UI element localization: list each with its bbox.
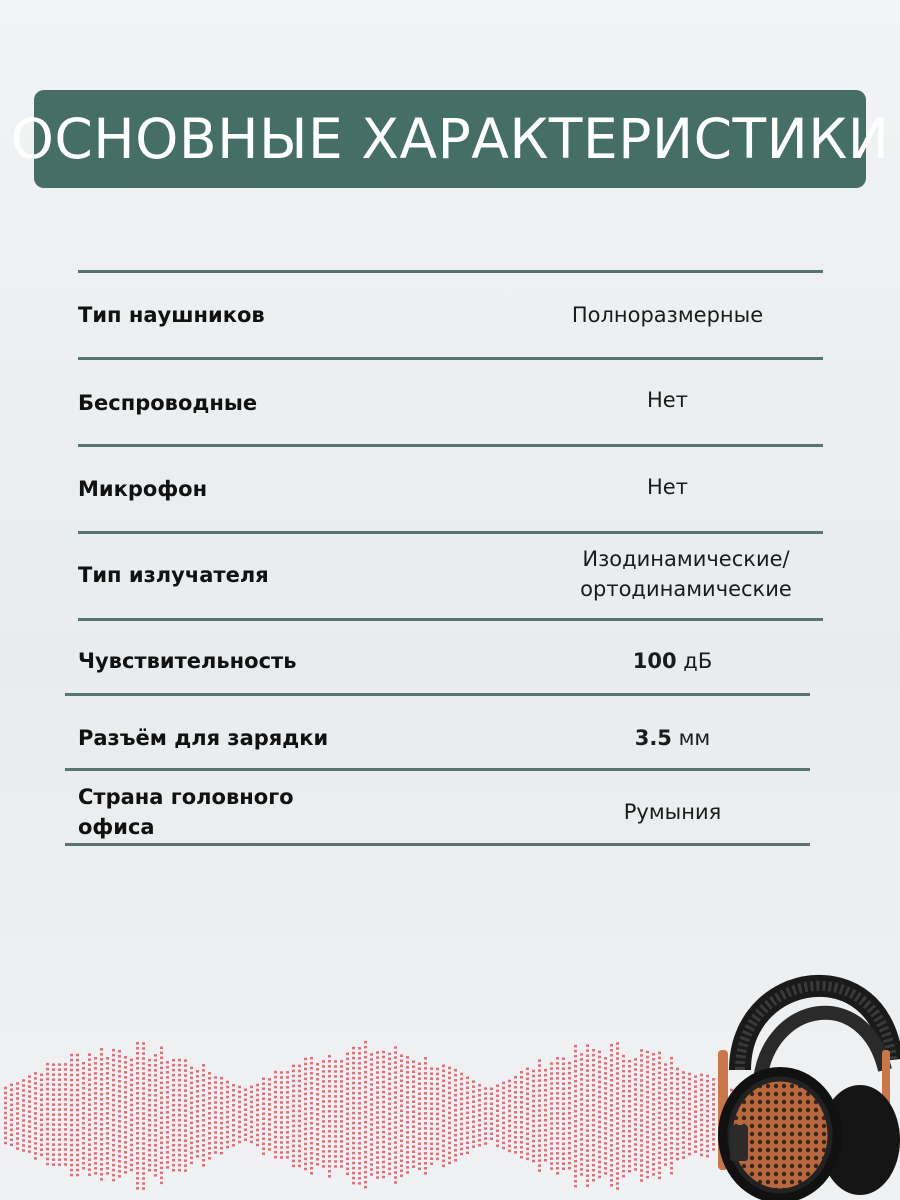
headphones-icon: [700, 930, 900, 1200]
spec-value: [560, 723, 785, 753]
spec-value-line2: ортодинамические: [580, 577, 792, 601]
spec-value: [560, 646, 785, 676]
divider: [78, 618, 823, 621]
spec-value: Румыния: [623, 800, 722, 824]
divider: [78, 444, 823, 447]
spec-label: Беспроводные: [78, 391, 258, 415]
divider: [65, 768, 810, 771]
spec-label: Тип излучателя: [78, 563, 269, 587]
divider: [78, 531, 823, 534]
spec-value: Нет: [647, 388, 688, 412]
divider: [78, 357, 823, 360]
spec-value: Нет: [647, 475, 688, 499]
spec-value-unit: мм: [678, 726, 711, 750]
spec-label: Чувствительность: [78, 649, 297, 673]
divider: [78, 270, 823, 273]
spec-value-line1: Изодинамические/: [582, 547, 790, 571]
header-banner: [10, 90, 890, 188]
spec-label-line1: Страна головного: [78, 785, 294, 809]
spec-label-line2: офиса: [78, 815, 155, 839]
divider: [65, 843, 810, 846]
spec-value-unit: дБ: [683, 649, 713, 673]
divider: [65, 693, 810, 696]
spec-label: Тип наушников: [78, 303, 265, 327]
page-title: ОСНОВНЫЕ ХАРАКТЕРИСТИКИ: [10, 107, 890, 171]
spec-value-number: 100: [632, 649, 677, 673]
sound-wave-icon: [0, 1030, 740, 1200]
spec-label: Микрофон: [78, 477, 208, 501]
spec-value: Полноразмерные: [571, 303, 764, 327]
spec-value-number: 3.5: [634, 726, 672, 750]
spec-label: Разъём для зарядки: [78, 726, 329, 750]
